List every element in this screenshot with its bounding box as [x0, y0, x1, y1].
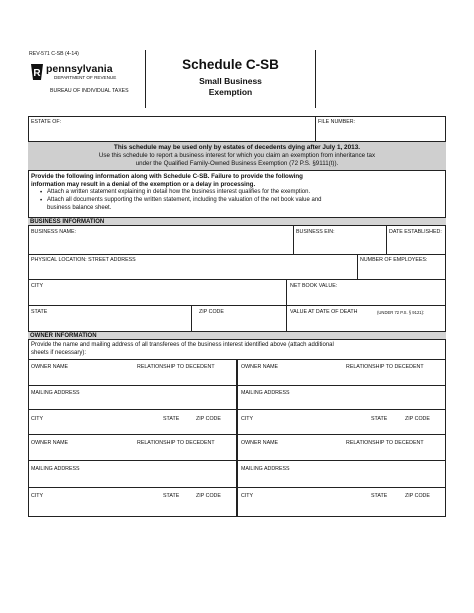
owner3-name-field[interactable] [29, 447, 235, 459]
page-title: Schedule C-SB [182, 57, 279, 72]
owner1-name-field[interactable] [29, 371, 235, 384]
value-at-death-field[interactable] [287, 316, 445, 330]
notice-box [28, 141, 446, 171]
instructions-bullet1: Attach a written statement explaining in detail how the business interest qualifies for the exemption. [47, 189, 311, 195]
page-subtitle-line2: Exemption [208, 87, 253, 97]
instructions-line2: information may result in a denial of the exemption or a delay in processing. [31, 181, 256, 188]
business-section-header: BUSINESS INFORMATION [28, 217, 446, 226]
business-name-label: BUSINESS NAME: [31, 229, 77, 235]
instructions-line1: Provide the following information along with Schedule C-SB. Failure to provide the following [31, 173, 303, 180]
owner4-state-label: STATE [371, 493, 388, 499]
instructions-bullet2b: business balance sheet. [47, 205, 112, 211]
notice-line2: Use this schedule to report a business interest for which you claim an exemption from inheritance tax [98, 152, 376, 159]
owner2-state-label: STATE [371, 416, 388, 422]
owner2-name-label: OWNER NAME [241, 364, 279, 370]
business-state-field[interactable] [29, 316, 190, 330]
logo-name: pennsylvania [46, 63, 113, 75]
owner-intro-line2: sheets if necessary): [31, 350, 87, 356]
owner4-mailing-field[interactable] [238, 473, 445, 486]
notice-line3: under the Qualified Family-Owned Business Exemption (72 P.S. §9111(t)). [135, 160, 339, 167]
owner4-mailing-label: MAILING ADDRESS [241, 466, 290, 472]
owner4-city-label: CITY [241, 493, 254, 499]
owner-section-header: OWNER INFORMATION [28, 331, 446, 340]
owner3-name-label: OWNER NAME [31, 440, 69, 446]
owner1-city-field[interactable] [29, 423, 235, 433]
employees-label: NUMBER OF EMPLOYEES: [360, 257, 428, 263]
date-established-label: DATE ESTABLISHED: [389, 229, 442, 235]
owner4-zip-label: ZIP CODE [405, 493, 430, 499]
business-zip-field[interactable] [192, 316, 285, 330]
business-ein-field[interactable] [294, 236, 385, 253]
business-city-field[interactable] [29, 290, 285, 304]
value-at-death-note: (UNDER 72 P.S. § 9121): [377, 310, 425, 315]
owner3-city-field[interactable] [29, 500, 235, 516]
business-ein-label: BUSINESS EIN: [296, 229, 335, 235]
keystone-icon [30, 64, 44, 80]
owner1-state-label: STATE [163, 416, 180, 422]
value-at-death-label: VALUE AT DATE OF DEATH [290, 309, 358, 315]
owner1-name-label: OWNER NAME [31, 364, 69, 370]
owner1-zip-label: ZIP CODE [196, 416, 221, 422]
owner3-city-label: CITY [31, 493, 44, 499]
owner1-mailing-field[interactable] [29, 397, 235, 408]
owner2-mailing-label: MAILING ADDRESS [241, 390, 290, 396]
file-number-label: FILE NUMBER: [318, 119, 356, 125]
owner1-relationship-label: RELATIONSHIP TO DECEDENT [137, 364, 215, 370]
owner3-state-label: STATE [163, 493, 180, 499]
employees-field[interactable] [358, 264, 445, 278]
page-subtitle-line1: Small Business [199, 76, 262, 86]
physical-location-label: PHYSICAL LOCATION: STREET ADDRESS [31, 257, 136, 263]
owner-intro-line1: Provide the name and mailing address of all transferees of the business interest identified above (attach additional [31, 342, 334, 348]
owner2-mailing-field[interactable] [238, 397, 445, 408]
business-zip-label: ZIP CODE [199, 309, 224, 315]
owner2-zip-label: ZIP CODE [405, 416, 430, 422]
business-city-label: CITY [31, 283, 44, 289]
form-number: REV-571 C-SB (4-14) [29, 51, 79, 57]
owner4-city-field[interactable] [238, 500, 445, 516]
owner3-mailing-field[interactable] [29, 473, 235, 486]
owner2-relationship-label: RELATIONSHIP TO DECEDENT [346, 364, 424, 370]
file-number-field[interactable] [316, 126, 445, 140]
owner2-city-label: CITY [241, 416, 254, 422]
owner3-mailing-label: MAILING ADDRESS [31, 466, 80, 472]
net-book-value-field[interactable] [287, 290, 445, 304]
owner1-city-label: CITY [31, 416, 44, 422]
net-book-value-label: NET BOOK VALUE: [290, 283, 338, 289]
owner4-relationship-label: RELATIONSHIP TO DECEDENT [346, 440, 424, 446]
estate-of-label: ESTATE OF: [31, 119, 62, 125]
physical-location-field[interactable] [29, 264, 356, 278]
instructions-bullet2a: Attach all documents supporting the written statement, including the valuation of the net book value and [47, 197, 322, 203]
owner3-relationship-label: RELATIONSHIP TO DECEDENT [137, 440, 215, 446]
bullet-icon: • [40, 197, 43, 204]
notice-line1: This schedule may be used only by estates of decedents dying after July 1, 2013. [113, 144, 361, 151]
business-name-field[interactable] [29, 236, 292, 253]
date-established-field[interactable] [387, 236, 445, 253]
owner2-city-field[interactable] [238, 423, 445, 433]
logo-department: DEPARTMENT OF REVENUE [54, 75, 117, 80]
svg-text:R: R [33, 68, 41, 79]
business-state-label: STATE [31, 309, 48, 315]
owner4-name-label: OWNER NAME [241, 440, 279, 446]
owner1-mailing-label: MAILING ADDRESS [31, 390, 80, 396]
bureau-name: BUREAU OF INDIVIDUAL TAXES [50, 88, 129, 94]
owner4-name-field[interactable] [238, 447, 445, 459]
owner3-zip-label: ZIP CODE [196, 493, 221, 499]
bullet-icon: • [40, 189, 43, 196]
owner2-name-field[interactable] [238, 371, 445, 384]
estate-of-field[interactable] [70, 118, 313, 140]
